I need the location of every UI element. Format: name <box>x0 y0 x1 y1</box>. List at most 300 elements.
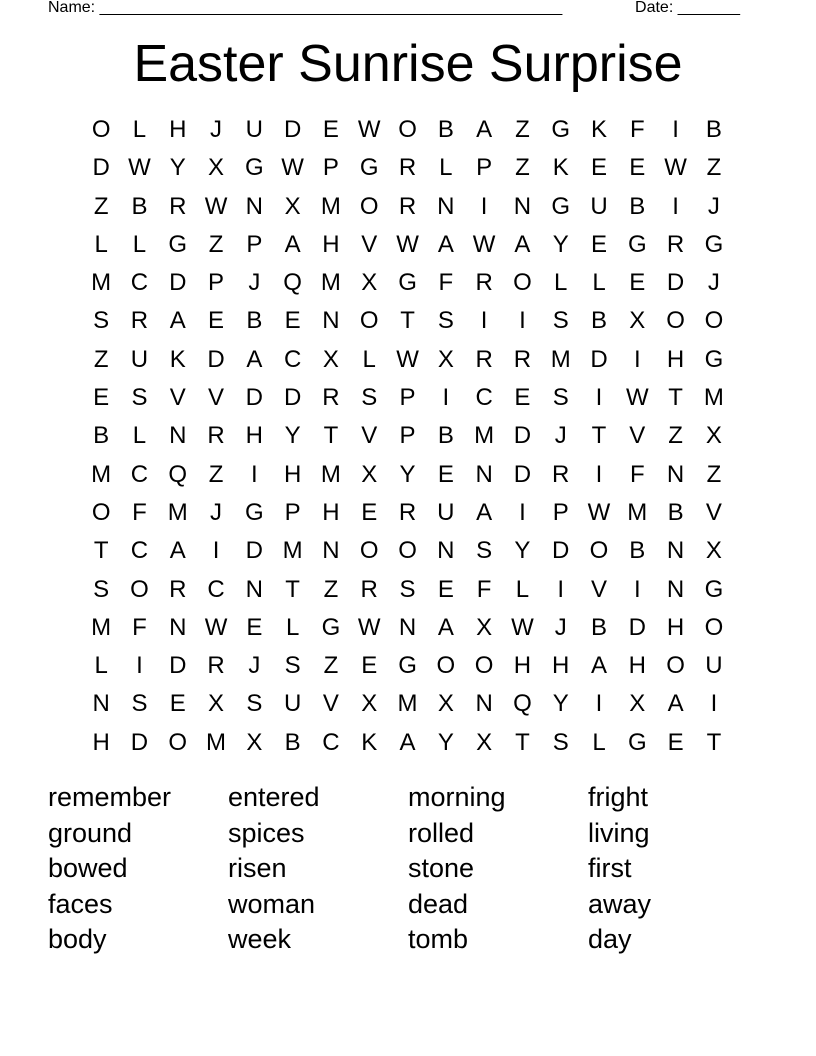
grid-letter: A <box>399 728 416 756</box>
grid-letter: O <box>436 652 456 680</box>
grid-letter: W <box>472 230 496 258</box>
grid-letter: N <box>169 613 187 641</box>
grid-letter: L <box>285 613 300 641</box>
grid-letter: D <box>169 652 187 680</box>
grid-letter: S <box>93 575 110 603</box>
grid-letter: H <box>513 652 532 680</box>
grid-letter: I <box>212 537 220 565</box>
grid-letter: R <box>475 269 493 297</box>
grid-letter: P <box>399 384 416 412</box>
grid-letter: I <box>442 384 450 412</box>
grid-letter: A <box>284 230 301 258</box>
grid-letter: X <box>208 690 225 718</box>
word-list-item: body <box>48 924 107 954</box>
grid-letter: M <box>91 613 112 641</box>
grid-letter: R <box>513 345 532 373</box>
grid-letter: R <box>398 498 417 526</box>
grid-letter: E <box>246 613 263 641</box>
grid-letter: Y <box>399 460 416 488</box>
word-list-item: faces <box>48 888 113 919</box>
grid-letter: X <box>705 422 722 450</box>
grid-letter: B <box>246 307 263 335</box>
grid-letter: F <box>438 269 454 297</box>
grid-letter: R <box>398 154 417 182</box>
grid-letter: N <box>322 307 340 335</box>
grid-letter: F <box>629 116 645 143</box>
grid-letter: A <box>476 498 493 526</box>
grid-letter: G <box>398 269 417 297</box>
grid-letter: I <box>136 652 143 680</box>
grid-letter: E <box>629 154 646 182</box>
grid-letter: Z <box>706 154 722 182</box>
grid-letter: X <box>437 690 454 718</box>
grid-letter: M <box>627 498 648 526</box>
grid-letter: Q <box>283 269 302 297</box>
grid-letter: Z <box>93 192 109 220</box>
grid-letter: Y <box>169 154 186 182</box>
grid-letter: O <box>513 269 532 297</box>
grid-letter: A <box>169 307 186 335</box>
grid-letter: G <box>245 154 264 182</box>
grid-letter: N <box>245 575 263 603</box>
grid-letter: J <box>248 269 261 297</box>
grid-letter: M <box>282 537 303 565</box>
date-field-label: Date: _______ <box>635 0 740 16</box>
grid-letter: B <box>437 116 454 143</box>
grid-letter: O <box>398 116 417 143</box>
grid-letter: S <box>399 575 416 603</box>
grid-letter: I <box>519 307 526 335</box>
grid-letter: E <box>361 652 378 680</box>
grid-letter: N <box>437 537 455 565</box>
grid-letter: G <box>627 728 647 756</box>
grid-letter: I <box>633 575 641 603</box>
word-list-item: living <box>588 817 650 848</box>
grid-letter: S <box>93 307 110 335</box>
grid-letter: N <box>513 192 532 220</box>
grid-letter: C <box>130 269 149 297</box>
grid-letter: T <box>668 384 683 412</box>
grid-letter: L <box>592 269 606 297</box>
grid-letter: D <box>552 537 570 565</box>
grid-letter: X <box>246 728 263 756</box>
grid-letter: A <box>246 345 263 373</box>
grid-letter: G <box>321 613 341 641</box>
grid-letter: Z <box>208 460 224 488</box>
grid-letter: I <box>480 307 488 335</box>
grid-letter: Z <box>668 422 683 450</box>
grid-letter: M <box>320 269 341 297</box>
grid-letter: G <box>551 116 571 143</box>
grid-letter: V <box>361 422 378 450</box>
grid-letter: F <box>476 575 492 603</box>
grid-letter: G <box>551 192 571 220</box>
grid-letter: S <box>552 728 569 756</box>
word-list-item: bowed <box>48 853 128 883</box>
grid-letter: L <box>94 652 108 680</box>
grid-letter: X <box>629 307 646 335</box>
grid-letter: D <box>666 269 685 297</box>
grid-letter: V <box>629 422 646 450</box>
grid-letter: K <box>552 154 569 182</box>
grid-letter: C <box>322 728 340 756</box>
grid-letter: G <box>398 652 417 680</box>
grid-letter: B <box>131 192 148 220</box>
grid-letter: S <box>361 384 378 412</box>
grid-letter: I <box>710 690 718 718</box>
word-list-item: remember <box>48 782 172 812</box>
grid-letter: G <box>245 498 264 526</box>
grid-letter: J <box>210 498 223 526</box>
grid-letter: B <box>629 192 646 220</box>
grid-letter: M <box>397 690 418 718</box>
letter-grid <box>82 111 733 762</box>
grid-letter: J <box>248 652 261 680</box>
grid-letter: M <box>703 384 724 412</box>
grid-letter: H <box>169 116 187 143</box>
grid-letter: Y <box>284 422 301 450</box>
grid-letter: T <box>515 728 530 756</box>
grid-letter: O <box>168 728 188 756</box>
grid-letter: O <box>666 307 685 335</box>
grid-letter: W <box>396 230 419 258</box>
grid-letter: V <box>208 384 225 412</box>
grid-letter: X <box>476 728 493 756</box>
word-list-item: day <box>588 924 632 954</box>
grid-letter: N <box>245 192 263 220</box>
grid-letter: R <box>169 192 187 220</box>
grid-letter: F <box>132 498 147 526</box>
grid-letter: W <box>625 384 649 412</box>
grid-letter: E <box>437 460 454 488</box>
grid-letter: X <box>629 690 646 718</box>
grid-letter: I <box>251 460 258 488</box>
grid-letter: B <box>667 498 684 526</box>
grid-letter: O <box>666 652 685 680</box>
grid-letter: R <box>207 652 225 680</box>
header <box>48 0 740 20</box>
grid-letter: O <box>474 652 494 680</box>
grid-letter: L <box>592 728 606 756</box>
grid-letter: E <box>629 269 646 297</box>
grid-letter: G <box>168 230 188 258</box>
grid-letter: D <box>283 384 302 412</box>
grid-letter: W <box>664 154 687 182</box>
grid-letter: B <box>629 537 646 565</box>
word-list-item: stone <box>408 853 475 883</box>
grid-letter: J <box>554 422 567 450</box>
name-field-label: Name: ____________________________________________________ <box>48 0 563 16</box>
grid-letter: X <box>476 613 493 641</box>
grid-letter: H <box>322 230 340 258</box>
grid-letter: L <box>132 230 147 258</box>
grid-letter: W <box>281 154 304 182</box>
grid-letter: C <box>130 460 149 488</box>
grid-letter: W <box>204 613 228 641</box>
page-title: Easter Sunrise Surprise <box>133 35 683 93</box>
word-list-item: week <box>228 924 292 954</box>
grid-letter: I <box>519 498 526 526</box>
grid-letter: E <box>667 728 684 756</box>
word-list-item: morning <box>408 782 506 812</box>
grid-letter: P <box>208 269 225 297</box>
grid-letter: M <box>91 269 112 297</box>
grid-letter: I <box>672 116 679 143</box>
grid-letter: Q <box>168 460 188 488</box>
grid-letter: B <box>93 422 110 450</box>
grid-letter: T <box>93 537 109 565</box>
grid-letter: N <box>666 460 685 488</box>
grid-letter: H <box>552 652 570 680</box>
grid-letter: X <box>361 460 378 488</box>
grid-letter: E <box>208 307 225 335</box>
grid-letter: D <box>207 345 225 373</box>
grid-letter: J <box>210 116 223 143</box>
word-list <box>48 780 768 958</box>
grid-letter: T <box>706 728 722 756</box>
word-list-item: dead <box>408 888 469 919</box>
grid-letter: C <box>283 345 302 373</box>
grid-letter: F <box>132 613 147 641</box>
word-list-item: first <box>588 853 632 883</box>
grid-letter: U <box>590 192 608 220</box>
grid-letter: D <box>245 384 263 412</box>
grid-letter: X <box>208 154 225 182</box>
grid-letter: Z <box>515 116 530 143</box>
grid-letter: Z <box>93 345 109 373</box>
grid-letter: S <box>131 690 148 718</box>
grid-letter: S <box>552 307 569 335</box>
grid-letter: X <box>361 690 378 718</box>
grid-letter: M <box>91 460 112 488</box>
word-list-item: fright <box>588 782 649 812</box>
word-list-item: risen <box>228 853 287 883</box>
grid-letter: L <box>515 575 530 603</box>
grid-letter: U <box>705 652 723 680</box>
grid-letter: A <box>437 230 454 258</box>
grid-letter: H <box>322 498 340 526</box>
grid-letter: T <box>591 422 607 450</box>
grid-letter: C <box>475 384 493 412</box>
grid-letter: H <box>283 460 302 488</box>
grid-letter: D <box>590 345 608 373</box>
grid-letter: Z <box>208 230 224 258</box>
grid-letter: B <box>284 728 301 756</box>
grid-letter: L <box>132 116 147 143</box>
grid-letter: Y <box>552 690 569 718</box>
word-list-item: spices <box>228 817 305 848</box>
grid-letter: N <box>666 575 685 603</box>
grid-letter: A <box>514 230 531 258</box>
grid-letter: E <box>437 575 454 603</box>
grid-letter: A <box>476 116 493 143</box>
grid-letter: S <box>131 384 148 412</box>
grid-letter: C <box>130 537 149 565</box>
grid-letter: I <box>595 690 603 718</box>
grid-letter: R <box>207 422 225 450</box>
grid-letter: R <box>322 384 340 412</box>
grid-letter: W <box>128 154 151 182</box>
grid-letter: O <box>130 575 149 603</box>
grid-letter: O <box>359 537 379 565</box>
grid-letter: W <box>396 345 419 373</box>
grid-letter: N <box>475 690 493 718</box>
grid-letter: E <box>169 690 186 718</box>
grid-letter: X <box>705 537 722 565</box>
grid-letter: H <box>666 613 685 641</box>
grid-letter: A <box>667 690 684 718</box>
grid-letter: D <box>513 460 532 488</box>
grid-letter: D <box>283 116 302 143</box>
grid-letter: N <box>92 690 110 718</box>
grid-letter: W <box>357 116 381 143</box>
grid-letter: K <box>169 345 186 373</box>
grid-letter: L <box>362 345 376 373</box>
grid-letter: N <box>169 422 187 450</box>
grid-letter: R <box>169 575 187 603</box>
grid-letter: J <box>707 269 720 297</box>
grid-letter: P <box>552 498 569 526</box>
grid-letter: P <box>284 498 301 526</box>
grid-letter: R <box>666 230 685 258</box>
grid-letter: L <box>94 230 108 258</box>
grid-letter: L <box>439 154 453 182</box>
grid-letter: P <box>399 422 416 450</box>
grid-letter: L <box>554 269 568 297</box>
grid-letter: E <box>93 384 110 412</box>
grid-letter: I <box>480 192 488 220</box>
grid-letter: M <box>474 422 495 450</box>
grid-letter: V <box>169 384 186 412</box>
grid-letter: K <box>361 728 378 756</box>
grid-letter: O <box>91 498 111 526</box>
grid-letter: G <box>627 230 647 258</box>
grid-letter: Y <box>552 230 569 258</box>
grid-letter: E <box>514 384 531 412</box>
grid-letter: T <box>285 575 300 603</box>
grid-letter: M <box>320 460 341 488</box>
grid-letter: G <box>704 575 724 603</box>
grid-letter: S <box>552 384 569 412</box>
grid-letter: O <box>359 307 379 335</box>
grid-letter: N <box>475 460 493 488</box>
grid-letter: C <box>207 575 225 603</box>
grid-letter: B <box>591 613 608 641</box>
grid-letter: V <box>322 690 339 718</box>
grid-letter: I <box>595 384 603 412</box>
grid-letter: M <box>550 345 571 373</box>
grid-letter: I <box>557 575 565 603</box>
grid-letter: X <box>361 269 378 297</box>
grid-letter: P <box>246 230 263 258</box>
grid-letter: M <box>206 728 227 756</box>
grid-letter: S <box>437 307 454 335</box>
grid-letter: P <box>476 154 493 182</box>
grid-letter: H <box>628 652 646 680</box>
grid-letter: D <box>628 613 646 641</box>
grid-letter: G <box>704 345 724 373</box>
grid-letter: W <box>587 498 611 526</box>
grid-letter: B <box>591 307 608 335</box>
grid-letter: A <box>591 652 608 680</box>
grid-letter: O <box>704 307 724 335</box>
grid-letter: E <box>591 154 608 182</box>
grid-letter: K <box>591 116 608 143</box>
grid-letter: Y <box>514 537 531 565</box>
grid-letter: O <box>359 192 379 220</box>
grid-letter: I <box>672 192 679 220</box>
grid-letter: O <box>704 613 724 641</box>
grid-letter: T <box>323 422 339 450</box>
grid-letter: Q <box>513 690 532 718</box>
grid-letter: E <box>361 498 378 526</box>
grid-letter: H <box>666 345 685 373</box>
grid-letter: M <box>320 192 341 220</box>
grid-letter: N <box>322 537 340 565</box>
grid-letter: O <box>589 537 609 565</box>
grid-letter: H <box>245 422 263 450</box>
grid-letter: W <box>204 192 228 220</box>
grid-letter: X <box>437 345 454 373</box>
grid-letter: D <box>245 537 263 565</box>
grid-letter: G <box>704 230 724 258</box>
grid-letter: U <box>130 345 149 373</box>
grid-letter: S <box>476 537 493 565</box>
grid-letter: E <box>591 230 608 258</box>
grid-letter: V <box>361 230 378 258</box>
grid-letter: X <box>284 192 301 220</box>
grid-letter: D <box>169 269 187 297</box>
grid-letter: O <box>398 537 417 565</box>
grid-letter: Y <box>437 728 454 756</box>
grid-letter: P <box>322 154 339 182</box>
grid-letter: Z <box>323 652 339 680</box>
grid-letter: G <box>359 154 379 182</box>
grid-letter: N <box>437 192 455 220</box>
grid-letter: I <box>595 460 603 488</box>
grid-letter: J <box>554 613 567 641</box>
grid-letter: U <box>283 690 302 718</box>
grid-letter: S <box>284 652 301 680</box>
word-list-item: ground <box>48 817 133 848</box>
word-list-item: tomb <box>408 924 469 954</box>
grid-letter: D <box>92 154 110 182</box>
grid-letter: M <box>167 498 188 526</box>
grid-letter: I <box>633 345 641 373</box>
grid-letter: H <box>92 728 110 756</box>
grid-letter: U <box>245 116 263 143</box>
grid-letter: R <box>130 307 149 335</box>
grid-letter: D <box>513 422 532 450</box>
grid-letter: J <box>707 192 720 220</box>
grid-letter: U <box>437 498 455 526</box>
grid-letter: R <box>475 345 493 373</box>
grid-letter: E <box>322 116 339 143</box>
grid-letter: O <box>91 116 111 143</box>
grid-letter: R <box>360 575 378 603</box>
grid-letter: N <box>666 537 685 565</box>
grid-letter: A <box>169 537 186 565</box>
grid-letter: V <box>591 575 608 603</box>
grid-letter: S <box>246 690 263 718</box>
grid-letter: R <box>552 460 570 488</box>
grid-letter: A <box>437 613 454 641</box>
grid-letter: T <box>400 307 415 335</box>
grid-letter: W <box>357 613 381 641</box>
grid-letter: W <box>511 613 534 641</box>
grid-letter: V <box>705 498 722 526</box>
grid-letter: Z <box>706 460 722 488</box>
